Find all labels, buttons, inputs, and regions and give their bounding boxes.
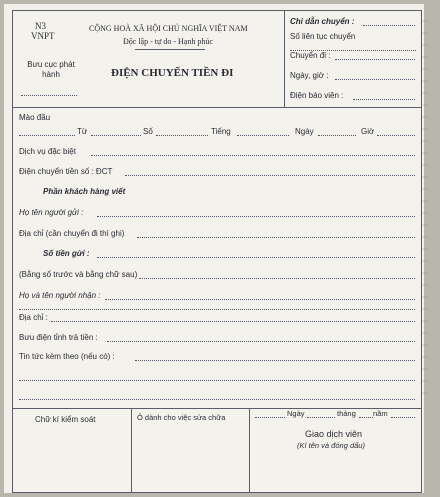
footer-divider xyxy=(13,408,421,409)
header-divider xyxy=(13,107,421,108)
org-name: VNPT xyxy=(31,31,55,41)
amount-note: (Bằng số trước và bằng chữ sau) xyxy=(19,270,138,279)
side-field-route-line[interactable] xyxy=(335,59,415,60)
side-field-serial: Số liên tục chuyển xyxy=(290,32,356,41)
side-field-operator: Điện báo viên : xyxy=(290,91,344,100)
side-field-operator-line[interactable] xyxy=(353,99,415,100)
sender-address-line[interactable] xyxy=(137,237,415,238)
preamble-number: Số xyxy=(143,127,153,136)
message-line-1[interactable] xyxy=(135,360,415,361)
side-field-datetime: Ngày, giờ : xyxy=(290,71,329,80)
preamble-hour-line[interactable] xyxy=(377,135,415,136)
page-background xyxy=(4,4,424,493)
form-code: N3 xyxy=(35,21,46,31)
preamble-words-line[interactable] xyxy=(237,135,289,136)
transfer-number-label: Điện chuyển tiền số : ĐCT xyxy=(19,167,113,176)
issuing-office-label: Bưu cục phát hành xyxy=(27,60,75,79)
paying-office-label: Bưu điện tỉnh trả tiền : xyxy=(19,333,98,342)
amount-heading: Số tiền gửi : xyxy=(43,249,90,258)
amount-line[interactable] xyxy=(97,257,415,258)
date-year-line[interactable] xyxy=(391,417,415,418)
transfer-form xyxy=(12,10,422,493)
preamble-day: Ngày xyxy=(295,127,314,136)
issuing-office-field[interactable] xyxy=(21,95,77,96)
sender-address-label: Địa chỉ (cần chuyển đi thì ghi) xyxy=(19,229,125,238)
sender-name-line[interactable] xyxy=(97,216,415,217)
recipient-address-label: Địa chỉ : xyxy=(19,313,48,322)
recipient-address-line[interactable] xyxy=(51,321,415,322)
date-day-label: Ngày xyxy=(287,409,305,418)
date-year-label: năm xyxy=(373,409,388,418)
footer-col-divider-2 xyxy=(249,408,250,493)
sender-name-label: Họ tên người gửi : xyxy=(19,208,84,217)
recipient-name-line[interactable] xyxy=(105,299,415,300)
date-prefix-line[interactable] xyxy=(255,417,285,418)
clerk-label: Giao dịch viên xyxy=(305,429,363,439)
date-day-line[interactable] xyxy=(307,417,335,418)
customer-section-heading: Phần khách hàng viết xyxy=(43,187,126,196)
preamble-day-line[interactable] xyxy=(318,135,356,136)
message-line-2[interactable] xyxy=(19,380,415,381)
motto-underline xyxy=(135,49,205,50)
date-month-line[interactable] xyxy=(359,417,373,418)
date-month-label: tháng xyxy=(337,409,356,418)
message-label: Tin tức kèm theo (nếu có) : xyxy=(19,352,115,361)
transfer-number-line[interactable] xyxy=(125,175,415,176)
side-box-heading-field[interactable] xyxy=(363,25,415,26)
correction-box-label: Ô dành cho việc sửa chữa xyxy=(137,413,226,422)
special-service-line[interactable] xyxy=(91,155,415,156)
preamble-from-line[interactable] xyxy=(91,135,141,136)
message-line-3[interactable] xyxy=(19,399,415,400)
side-field-datetime-line[interactable] xyxy=(335,79,415,80)
amount-words-line[interactable] xyxy=(139,278,415,279)
motto: Độc lập - tự do - Hạnh phúc xyxy=(123,37,213,46)
recipient-name-label: Họ và tên người nhận : xyxy=(19,291,101,300)
preamble-from: Từ xyxy=(77,127,88,136)
preamble-hour: Giờ xyxy=(361,127,375,136)
special-service-label: Dịch vụ đặc biệt xyxy=(19,147,76,156)
preamble-number-line[interactable] xyxy=(156,135,208,136)
control-signature-label: Chữ kí kiểm soát xyxy=(35,415,96,424)
preamble-words: Tiếng xyxy=(211,127,231,136)
recipient-extra-line[interactable] xyxy=(19,309,415,310)
paying-office-line[interactable] xyxy=(107,341,415,342)
footer-col-divider-1 xyxy=(131,408,132,493)
clerk-note: (Kí tên và đóng dấu) xyxy=(297,441,365,450)
side-box-heading: Chỉ dẫn chuyển : xyxy=(290,17,355,26)
side-box-border xyxy=(284,11,285,107)
side-field-route: Chuyển đi : xyxy=(290,51,331,60)
republic-heading: CỘNG HOÀ XÃ HỘI CHỦ NGHĨA VIỆT NAM xyxy=(89,24,248,33)
form-title: ĐIỆN CHUYỂN TIỀN ĐI xyxy=(111,67,234,79)
preamble-field-1[interactable] xyxy=(19,135,75,136)
preamble-label: Mào đầu xyxy=(19,113,51,122)
